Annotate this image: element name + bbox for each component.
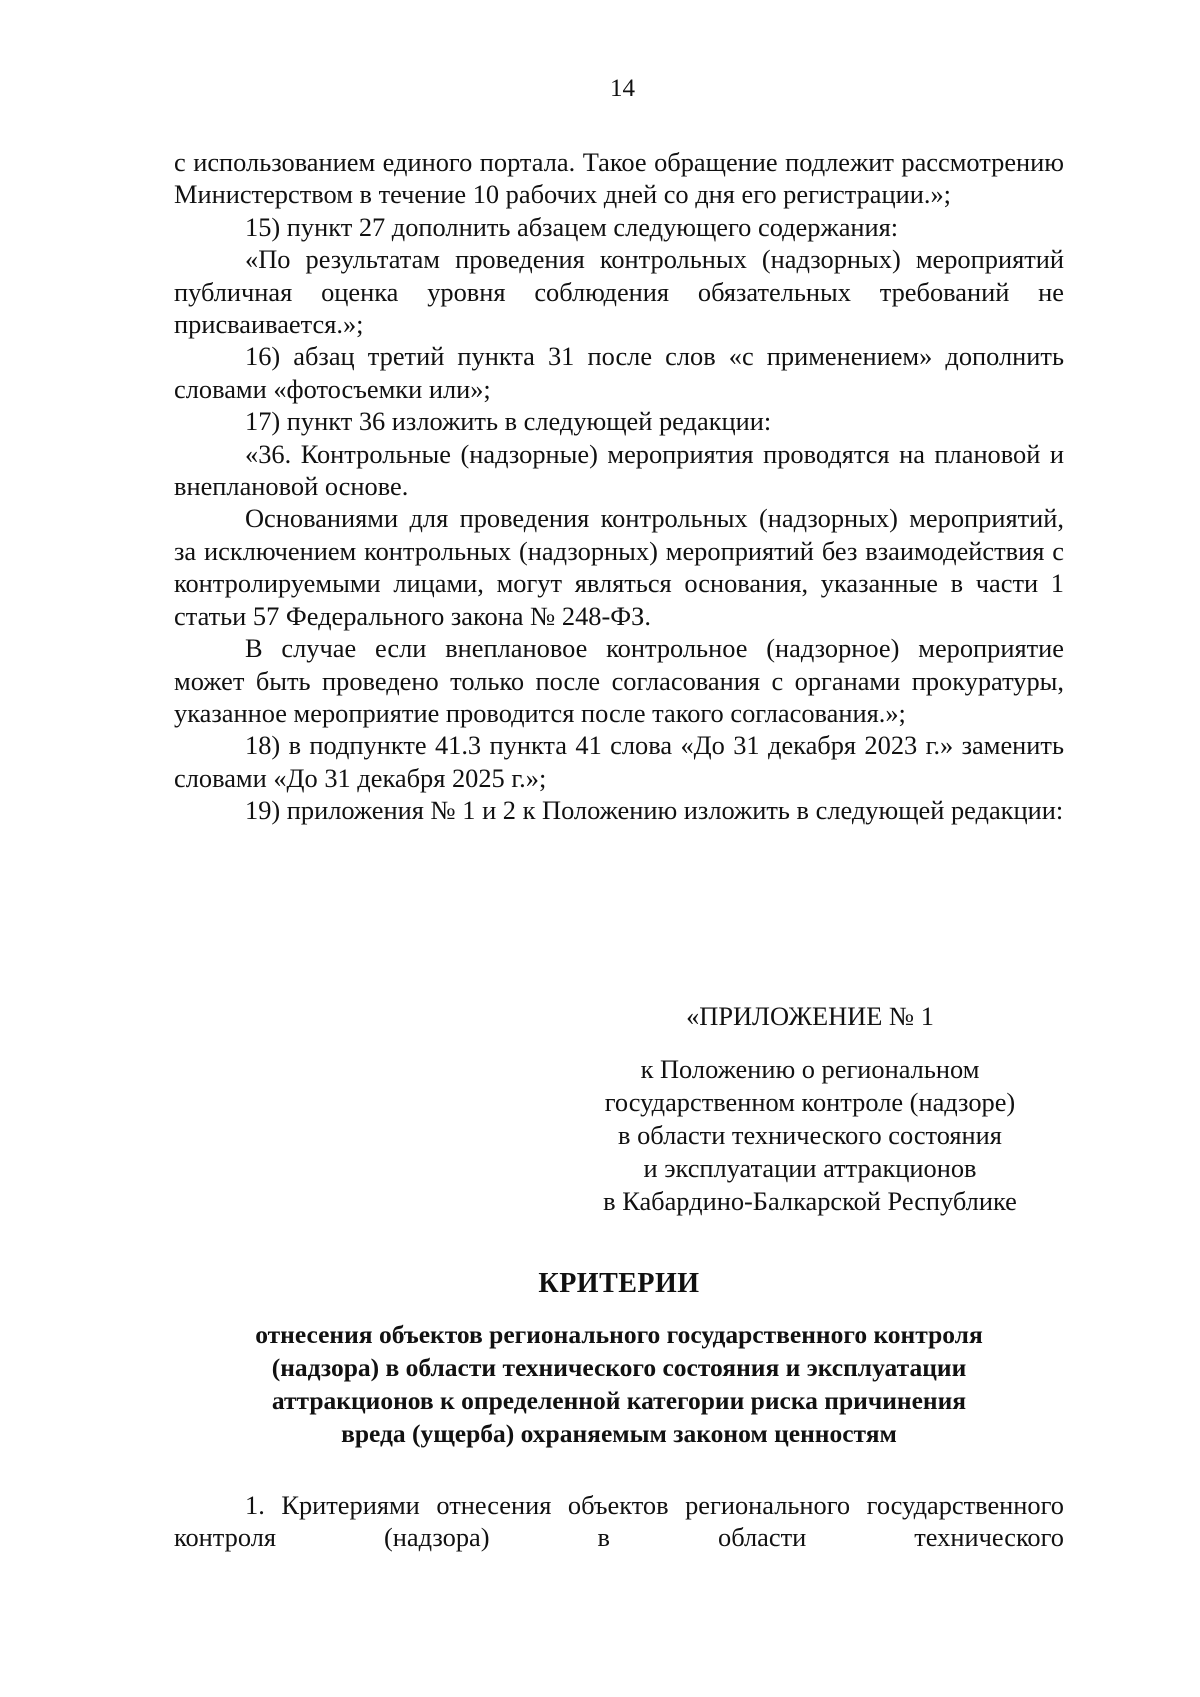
appendix-block bbox=[560, 1000, 1060, 1218]
criteria-subheading-line: отнесения объектов регионального государственного контроля bbox=[255, 1320, 983, 1349]
paragraph-continuation: с использованием единого портала. Такое обращение подлежит рассмотрению Министерством в течение 10 рабочих дней со дня его регистрации.»; bbox=[174, 147, 1064, 210]
paragraph-item-17-quote-36: «36. Контрольные (надзорные) мероприятия проводятся на плановой и внеплановой основе. bbox=[174, 438, 1064, 502]
appendix-line: государственном контроле (надзоре) bbox=[604, 1087, 1016, 1117]
criteria-subheading-line: (надзора) в области технического состояния и эксплуатации bbox=[271, 1353, 967, 1382]
paragraph-item-18: 18) в подпункте 41.3 пункта 41 слова «До 31 декабря 2023 г.» заменить словами «До 31 декабря 2025 г.»; bbox=[174, 730, 1064, 793]
amendments-body bbox=[174, 146, 1064, 827]
appendix-title: «ПРИЛОЖЕНИЕ № 1 bbox=[686, 1001, 934, 1031]
paragraph-item-15-quote: «По результатам проведения контрольных (надзорных) мероприятий публичная оценка уровня соблюдения обязательных требований не присваивается.»; bbox=[174, 244, 1064, 340]
paragraph-item-16: 16) абзац третий пункта 31 после слов «с применением» дополнить словами «фотосъемки или»; bbox=[174, 341, 1064, 404]
appendix-line: в Кабардино-Балкарской Республике bbox=[603, 1186, 1017, 1216]
criteria-subheading-line: аттракционов к определенной категории риска причинения bbox=[271, 1386, 967, 1415]
paragraph-grounds: Основаниями для проведения контрольных (надзорных) мероприятий, за исключением контрольных (надзорных) мероприятий без взаимодействия с контролируемыми лицами, могут являться основания, указанные в части 1 статьи 57 Федерального закона № 248-ФЗ. bbox=[174, 503, 1064, 631]
paragraph-item-19: 19) приложения № 1 и 2 к Положению изложить в следующей редакции: bbox=[245, 795, 1064, 826]
paragraph-unscheduled: В случае если внеплановое контрольное (надзорное) мероприятие может быть проведено только после согласования с органами прокуратуры, указанное мероприятие проводится после такого согласования.»; bbox=[174, 633, 1064, 728]
appendix-line: и эксплуатации аттракционов bbox=[643, 1153, 977, 1183]
criteria-subheading bbox=[174, 1318, 1064, 1450]
criteria-subheading-line: вреда (ущерба) охраняемым законом ценностям bbox=[341, 1419, 897, 1448]
appendix-line: к Положению о региональном bbox=[640, 1054, 980, 1084]
appendix-line: в области технического состояния bbox=[618, 1120, 1002, 1150]
criteria-paragraph-1: 1. Критериями отнесения объектов регионального государственного контроля (надзора) в области технического bbox=[174, 1490, 1064, 1553]
page-number: 14 bbox=[610, 75, 635, 102]
criteria-body bbox=[174, 1489, 1064, 1554]
paragraph-item-17: 17) пункт 36 изложить в следующей редакции: bbox=[245, 406, 772, 437]
paragraph-item-15: 15) пункт 27 дополнить абзацем следующего содержания: bbox=[245, 211, 899, 242]
criteria-heading: КРИТЕРИИ bbox=[538, 1268, 700, 1299]
